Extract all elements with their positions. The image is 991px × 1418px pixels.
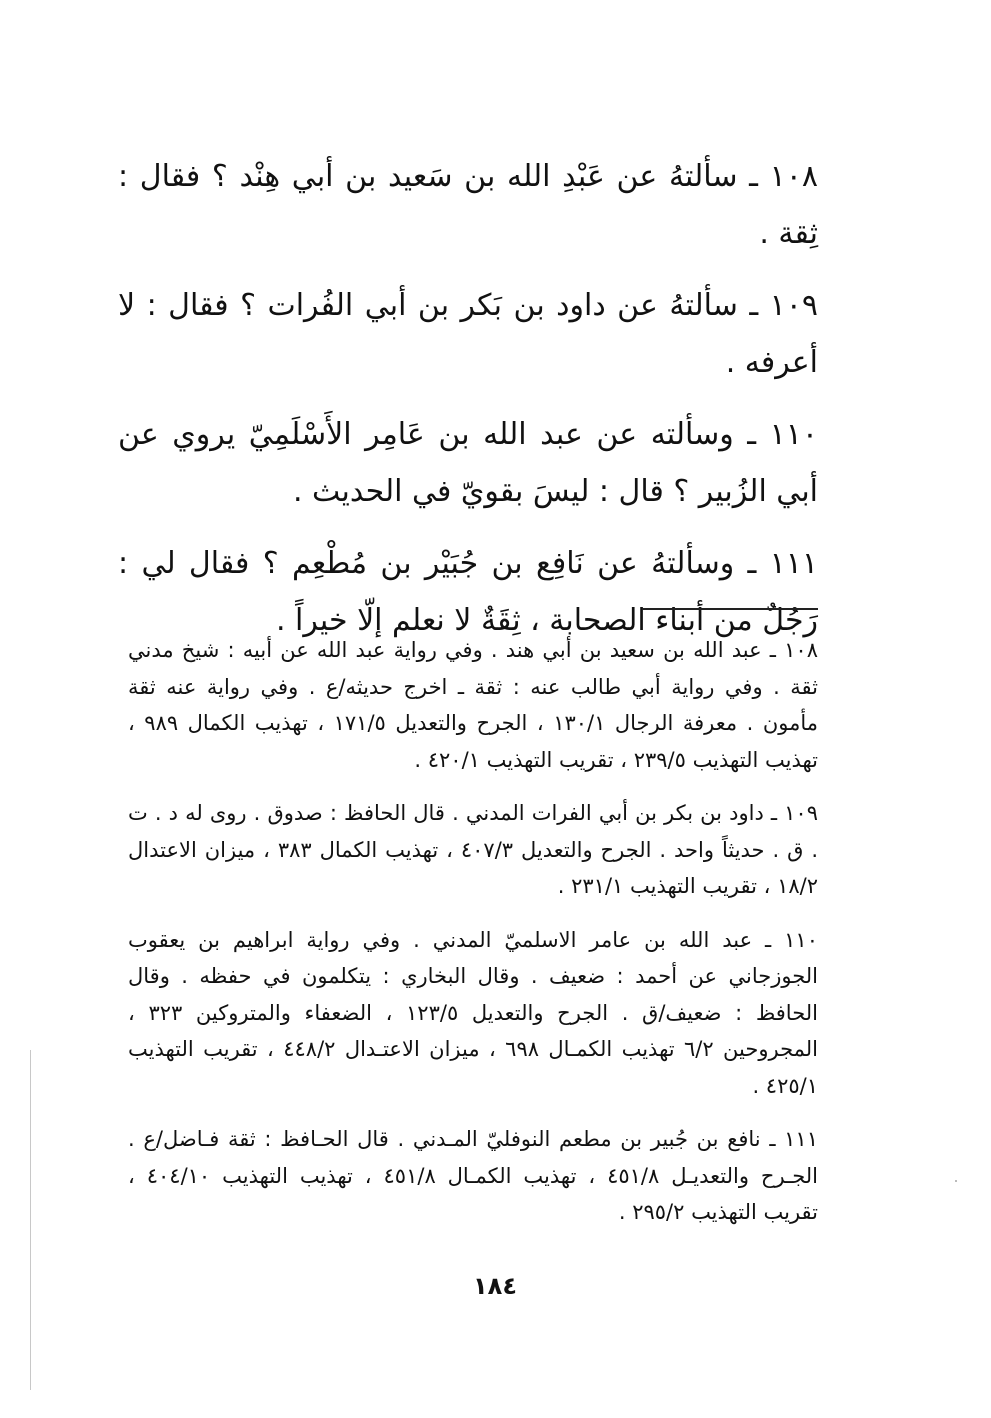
scan-edge-line <box>30 1050 31 1390</box>
scan-speck <box>955 1180 957 1182</box>
footnote-109: ١٠٩ ـ داود بن بكر بن أبي الفرات المدني . قال الحافظ : صدوق . روى له د . ت . ق . حديثاً واحد . الجرح والتعديل ٤٠٧/٣ ، تهذيب الكمال ٣٨٣ ، ميزان الاعتدال ١٨/٢ ، تقريب التهذيب ٢٣١/١ . <box>128 801 819 898</box>
entry-109: ١٠٩ ـ سألتهُ عن داود بن بَكر بن أبي الفُرات ؟ فقال : لا أعرفه . <box>118 288 818 380</box>
footnote-110: ١١٠ ـ عبد الله بن عامر الاسلميّ المدني . وفي رواية ابراهيم بن يعقوب الجوزجاني عن أحمد : ضعيف . وقال البخاري : يتكلمون في حفظه . وقال الحافظ : ضعيف/ق . الجرح والتعديل ١٢٣/٥ ، الضعفاء والمتروكين ٣٢٣ ، المجروحين ٦/٢ تهذيب الكمـال ٦٩٨ ، ميزان الاعتـدال ٤٤٨/٢ ، تقريب التهذيب ٤٢٥/١ . <box>128 927 818 1098</box>
footnotes <box>128 632 818 1248</box>
entry-108: ١٠٨ ـ سألتهُ عن عَبْدِ الله بن سَعيد بن أبي هِنْد ؟ فقال : ثِقة . <box>118 159 818 251</box>
page-number: ١٨٤ <box>473 1272 517 1300</box>
entry-111: ١١١ ـ وسألتهُ عن نَافِع بن جُبَيْر بن مُطْعِم ؟ فقال لي : رَجُلٌ من أبناء الصحابة ، ثِقَةٌ لا نعلم إلّا خيراً . <box>118 546 818 638</box>
entry-110: ١١٠ ـ وسألته عن عبد الله بن عَامِر الأَسْلَمِيّ يروي عن أبي الزُبير ؟ قال : ليسَ بقويّ في الحديث . <box>118 417 818 509</box>
main-text <box>118 148 818 664</box>
footnote-separator <box>642 608 818 610</box>
footnote-111: ١١١ ـ نافع بن جُبير بن مطعم النوفليّ المـدني . قال الحـافظ : ثقة فـاضل/ع . الجـرح والتعديـل ٤٥١/٨ ، تهذيب الكمـال ٤٥١/٨ ، تهذيب التهذيب ٤٠٤/١٠ ، تقريب التهذيب ٢٩٥/٢ . <box>128 1127 819 1224</box>
footnote-108: ١٠٨ ـ عبد الله بن سعيد بن أبي هند . وفي رواية عبد الله عن أبيه : شيخ مدني ثقة . وفي رواية أبي طالب عنه : ثقة ـ اخرج حديثه/ع . وفي رواية عنه ثقة مأمون . معرفة الرجال ١٣٠/١ ، الجرح والتعديل ١٧١/٥ ، تهذيب الكمال ٩٨٩ ، تهذيب التهذيب ٢٣٩/٥ ، تقريب التهذيب ٤٢٠/١ . <box>128 638 819 772</box>
